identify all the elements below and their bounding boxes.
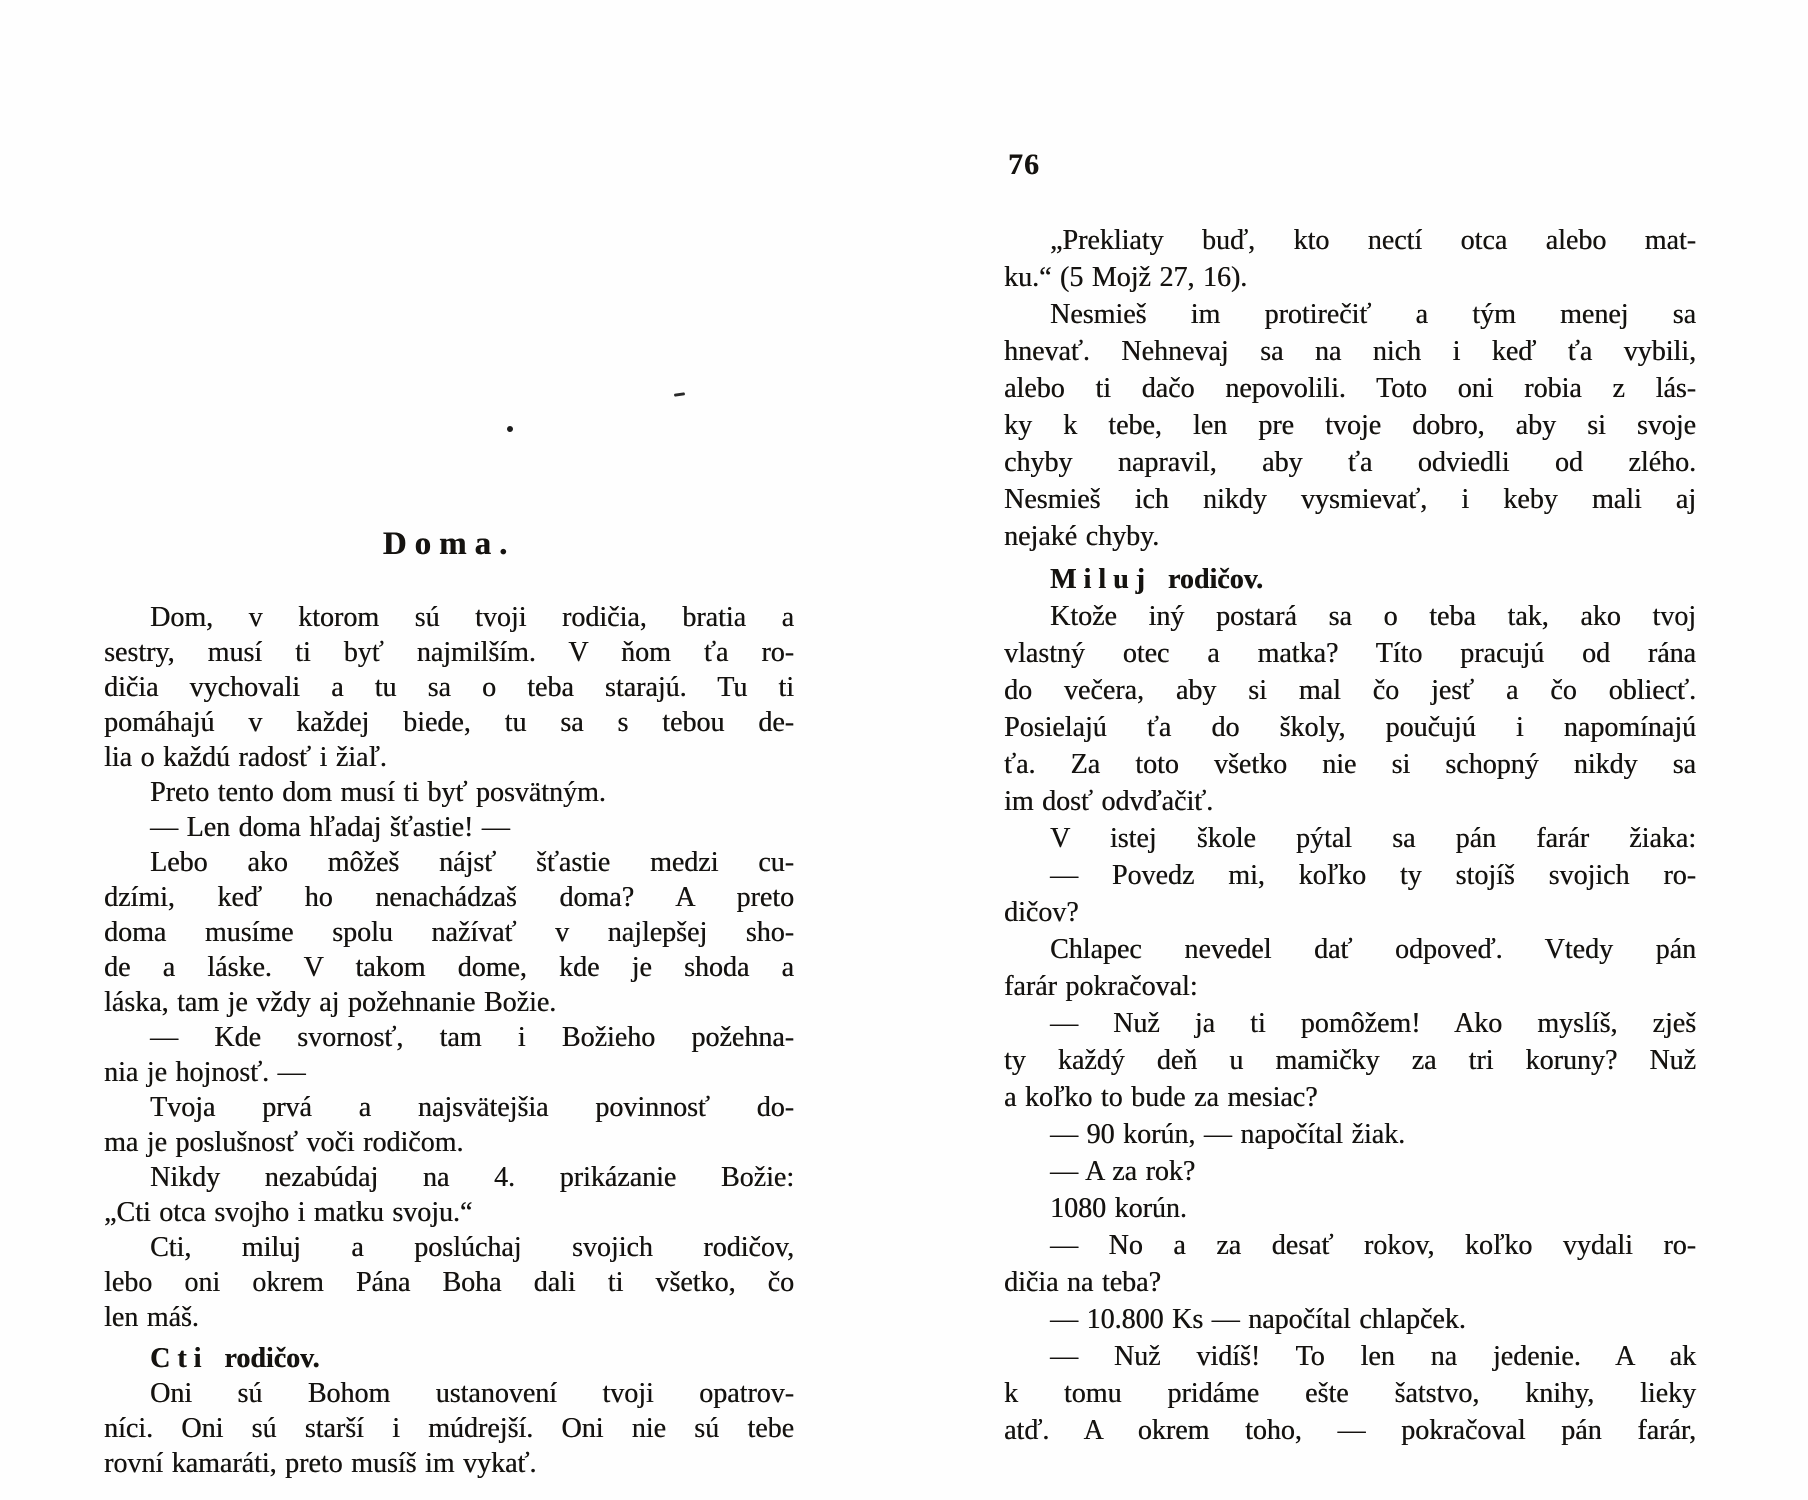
scan-artifact-dot (507, 426, 513, 432)
text-line: Ktože iný postará sa o teba tak, ako tvoj (1050, 601, 1696, 632)
text-line: ťa. Za toto všetko nie si schopný nikdy sa (1004, 749, 1696, 780)
text-line: de a láske. V takom dome, kde je shoda a (104, 952, 794, 983)
text-line: sestry, musí ti byť najmilším. V ňom ťa ro- (104, 637, 794, 668)
text-line: rovní kamaráti, preto musíš im vykať. (104, 1448, 537, 1479)
text-line: Nesmieš ich nikdy vysmievať, i keby mali aj (1004, 484, 1696, 515)
text-line: Dom, v ktorom sú tvoji rodičia, bratia a (150, 602, 794, 633)
text-line: ma je poslušnosť voči rodičom. (104, 1127, 464, 1158)
subheading-spaced-word: Cti (150, 1343, 209, 1374)
text-line: ty každý deň u mamičky za tri koruny? Nuž (1004, 1045, 1696, 1076)
text-line: k tomu pridáme ešte šatstvo, knihy, lieky (1004, 1378, 1696, 1409)
text-line: — Len doma hľadaj šťastie! — (150, 812, 510, 843)
text-line: Posielajú ťa do školy, poučujú i napomínajú (1004, 712, 1696, 743)
subheading-miluj-rodicov (1004, 561, 1696, 598)
section-heading: Doma. (382, 526, 516, 562)
text-line: Cti, miluj a poslúchaj svojich rodičov, (150, 1232, 794, 1263)
text-line: doma musíme spolu nažívať v najlepšej sho- (104, 917, 794, 948)
text-line: Preto tento dom musí ti byť posvätným. (150, 777, 606, 808)
text-line: — Nuž vidíš! To len na jedenie. A ak (1050, 1341, 1696, 1372)
text-line: „Cti otca svojho i matku svoju.“ (104, 1197, 473, 1228)
text-line: dzími, keď ho nenachádzaš doma? A preto (104, 882, 794, 913)
text-line: Lebo ako môžeš nájsť šťastie medzi cu- (150, 847, 794, 878)
text-line: dičov? (1004, 897, 1079, 928)
text-line: ku.“ (5 Mojž 27, 16). (1004, 262, 1248, 293)
subheading-cti-rodicov (104, 1341, 794, 1376)
text-line: atď. A okrem toho, — pokračoval pán farár, (1004, 1415, 1696, 1446)
text-line: níci. Oni sú starší i múdrejší. Oni nie sú tebe (104, 1413, 794, 1444)
text-line: pomáhajú v každej biede, tu sa s tebou de- (104, 707, 794, 738)
text-line: — No a za desať rokov, koľko vydali ro- (1050, 1230, 1696, 1261)
text-line: do večera, aby si mal čo jesť a čo obliecť. (1004, 675, 1696, 706)
text-line: im dosť odvďačiť. (1004, 786, 1214, 817)
text-line: — Povedz mi, koľko ty stojíš svojich ro- (1050, 860, 1696, 891)
right-column (1004, 222, 1696, 1449)
text-line: — Kde svornosť, tam i Božieho požehna- (150, 1022, 794, 1053)
text-line: — A za rok? (1050, 1156, 1196, 1187)
text-line: nejaké chyby. (1004, 521, 1160, 552)
text-line: ky k tebe, len pre tvoje dobro, aby si svoje (1004, 410, 1696, 441)
text-line: chyby napravil, aby ťa odviedli od zlého. (1004, 447, 1696, 478)
text-line: Nesmieš im protirečiť a tým menej sa (1050, 299, 1696, 330)
text-line: vlastný otec a matka? Títo pracujú od rána (1004, 638, 1696, 669)
text-line: — Nuž ja ti pomôžem! Ako myslíš, zješ (1050, 1008, 1696, 1039)
text-line: 1080 korún. (1050, 1193, 1187, 1224)
text-line: nia je hojnosť. — (104, 1057, 306, 1088)
text-line: Chlapec nevedel dať odpoveď. Vtedy pán (1050, 934, 1696, 965)
text-line: hnevať. Nehnevaj sa na nich i keď ťa vybili, (1004, 336, 1696, 367)
text-line: dičia na teba? (1004, 1267, 1161, 1298)
left-column (104, 524, 794, 1481)
text-line: „Prekliaty buď, kto nectí otca alebo mat- (1050, 225, 1696, 256)
text-line: alebo ti dačo nepovolili. Toto oni robia z lás- (1004, 373, 1696, 404)
scan-artifact-dash (674, 392, 685, 397)
text-line: farár pokračoval: (1004, 971, 1198, 1002)
text-line: — 10.800 Ks — napočítal chlapček. (1050, 1304, 1466, 1335)
text-line: dičia vychovali a tu sa o teba starajú. Tu ti (104, 672, 794, 703)
text-line: a koľko to bude za mesiac? (1004, 1082, 1318, 1113)
text-line: Nikdy nezabúdaj na 4. prikázanie Božie: (150, 1162, 794, 1193)
text-line: Tvoja prvá a najsvätejšia povinnosť do- (150, 1092, 794, 1123)
subheading-rest: rodičov. (224, 1343, 320, 1374)
subheading-spaced-word: Miluj (1050, 564, 1152, 595)
subheading-rest: rodičov. (1167, 564, 1264, 595)
text-line: V istej škole pýtal sa pán farár žiaka: (1050, 823, 1696, 854)
text-line: lebo oni okrem Pána Boha dali ti všetko, čo (104, 1267, 794, 1298)
page-number: 76 (1008, 148, 1040, 181)
text-line: len máš. (104, 1302, 199, 1333)
text-line: láska, tam je vždy aj požehnanie Božie. (104, 987, 557, 1018)
text-line: lia o každú radosť i žiaľ. (104, 742, 387, 773)
text-line: Oni sú Bohom ustanovení tvoji opatrov- (150, 1378, 794, 1409)
text-line: — 90 korún, — napočítal žiak. (1050, 1119, 1406, 1150)
